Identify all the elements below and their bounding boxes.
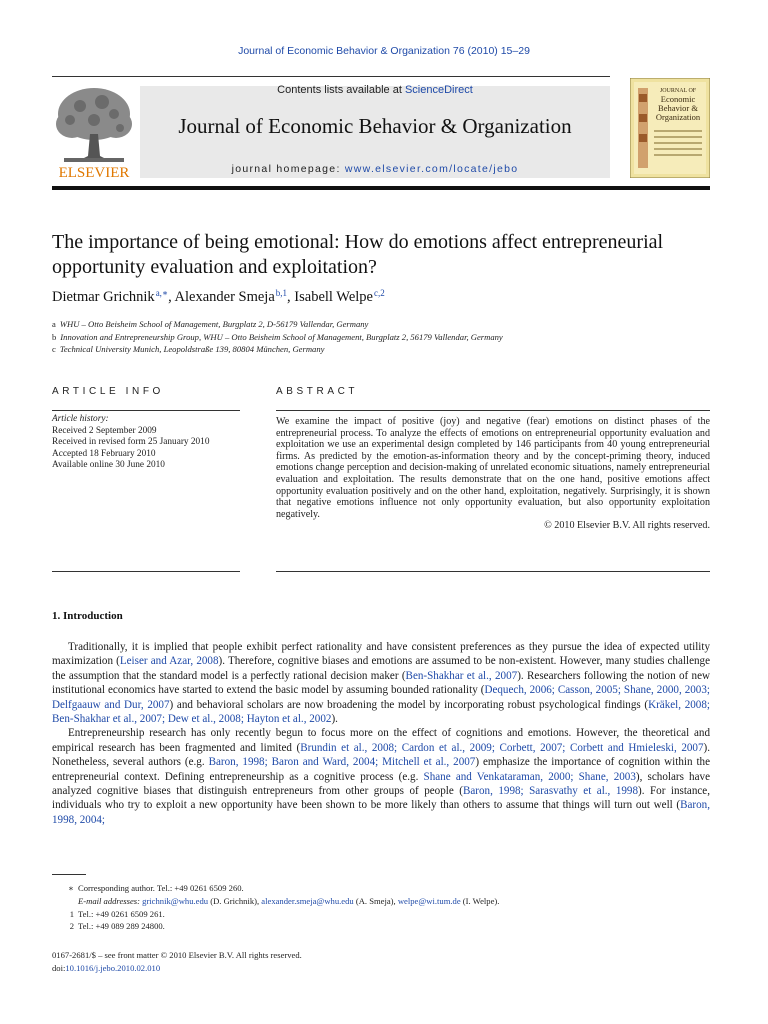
paragraph-text: ) emphasize the importance of cognition within the entrepreneurial context. Defining entrepreneurship as a cognitive process (e.g. (52, 756, 711, 783)
running-head[interactable]: Journal of Economic Behavior & Organization 76 (2010) 15–29 (238, 45, 530, 57)
email-link-welpe[interactable]: welpe@wi.tum.de (397, 895, 461, 906)
paragraph-text: ). (331, 713, 338, 726)
footnote-symbol: 2 (69, 921, 74, 932)
paragraph-text: Traditionally, it is implied that people exhibit perfect rationality and have consistent preferences as they pursue the idea of expected utility maximization ( (52, 641, 710, 668)
footnotes (52, 882, 710, 933)
author-name: Dietmar Grichnik (52, 289, 155, 305)
introduction-paragraph-2 (52, 726, 710, 827)
affiliation (52, 343, 712, 356)
elsevier-logo (50, 84, 138, 180)
footnote-rule (52, 874, 86, 875)
footnote-symbol: ∗ (68, 883, 74, 893)
abstract-heading: ABSTRACT (276, 386, 359, 397)
abstract-body (276, 416, 710, 532)
email-link-grichnik[interactable]: grichnik@whu.edu (142, 895, 209, 906)
masthead-bottom-rule (52, 186, 710, 190)
journal-cover-thumbnail (630, 78, 710, 178)
svg-text:Economic: Economic (660, 94, 696, 104)
svg-text:Organization: Organization (655, 112, 701, 122)
article-info-heading: ARTICLE INFO (52, 386, 164, 397)
journal-homepage-link[interactable]: www.elsevier.com/locate/jebo (344, 163, 519, 175)
citation-link[interactable]: Baron, 1998; Sarasvathy et al., 1998 (462, 785, 639, 798)
article-info-rule-top (52, 410, 240, 411)
abstract-copyright: © 2010 Elsevier B.V. All rights reserved. (544, 520, 710, 532)
citation-link[interactable]: Baron, 1998; Baron and Ward, 2004; Mitchell et al., 2007 (208, 756, 476, 769)
email-owner: (A. Smeja), (353, 895, 398, 906)
email-owner: (D. Grichnik), (208, 895, 262, 906)
citation-link[interactable]: Baron, 1998, 2004; (52, 799, 710, 826)
article-history-label: Article history: (52, 414, 109, 424)
article-history (52, 414, 240, 472)
citation-link[interactable]: Shane and Venkataraman, 2000; Shane, 2003 (423, 770, 636, 783)
introduction-heading: 1. Introduction (52, 610, 123, 622)
paragraph-text: ). Therefore, cognitive biases and emotions are assumed to be non-existent. However, many studies challenge the assumption that the standard model is a perfectly rational decision maker ( (52, 655, 711, 682)
citation-link[interactable]: Leiser and Azar, 2008 (119, 655, 219, 668)
footnote-text: Tel.: +49 0261 6509 261. (78, 908, 165, 919)
history-item: Available online 30 June 2010 (52, 460, 165, 471)
affiliation-mark: c (52, 344, 56, 354)
affiliation-mark: a (52, 319, 56, 329)
citation-link[interactable]: Dequech, 2006; Casson, 2005; Shane, 2000, 2003; Delfgaauw and Dur, 2007 (52, 684, 710, 711)
journal-title: Journal of Economic Behavior & Organization (178, 114, 572, 138)
history-item: Received in revised form 25 January 2010 (52, 437, 210, 448)
history-item: Accepted 18 February 2010 (52, 448, 156, 459)
abstract-rule-bottom (276, 571, 710, 572)
email-label: E-mail addresses: (78, 895, 140, 906)
paragraph-text: ) and behavioral scholars are now broadening the model by incorporating robust psychological findings ( (169, 698, 649, 711)
footnote-1 (52, 908, 710, 921)
svg-text:JOURNAL OF: JOURNAL OF (659, 88, 697, 94)
affiliation-text: Innovation and Entrepreneurship Group, WHU – Otto Beisheim School of Management, Burgplatz 2, 56179 Vallendar, Germany (60, 331, 503, 342)
elsevier-tree-icon (50, 84, 138, 180)
doi-line (52, 962, 452, 975)
affiliation (52, 318, 712, 331)
masthead-top-rule (52, 76, 610, 77)
article-info-rule-bottom (52, 571, 240, 572)
paragraph-text: Entrepreneurship research has only recently begun to focus more on the effect of cognitions and emotions. However, the theoretical and empirical research has been fragmented and limited ( (52, 727, 710, 754)
footnote-text: Corresponding author. Tel.: +49 0261 6509 260. (78, 883, 244, 893)
affiliation-text: Technical University Munich, Leopoldstraße 139, 80804 München, Germany (59, 344, 325, 354)
abstract-text: We examine the impact of positive (joy) and negative (fear) emotions on distinct phases of the entrepreneurial process. To analyze the effects of emotions on entrepreneurial opportunity evaluation and exploitation we use an experimental design completed by 146 participants from 40 young entrepreneurial firms. As predicted by the emotion-as-information theory and by the concept-priming theory, induced emotions change perception and decision-making of unrelated economic situations, namely entrepreneurial evaluation and exploitation. The results demonstrate that on the one hand, positive emotions affect opportunity evaluation positively and on the other hand, exploitation, negatively. Surprisingly, it is shown that negative emotions influence not only opportunity evaluation, but also opportunity exploitation negatively. (276, 416, 710, 520)
svg-text:Behavior &: Behavior & (658, 103, 698, 113)
svg-text:ELSEVIER: ELSEVIER (58, 165, 130, 180)
contents-prefix: Contents lists available at (277, 84, 405, 96)
affiliation-text: WHU – Otto Beisheim School of Management, Burgplatz 2, D-56179 Vallendar, Germany (59, 319, 369, 329)
affiliation (52, 331, 712, 344)
citation-link[interactable]: Brundin et al., 2008; Cardon et al., 2009; Corbett, 2007; Corbett and Hmieleski, 2007 (300, 741, 704, 754)
citation-link[interactable]: Kräkel, 2008; Ben-Shakhar et al., 2007; Dew et al., 2008; Hayton et al., 2002 (52, 698, 710, 726)
paragraph-text: ). Researchers following the notion of new institutional economics have started to extend the basic model by assuming bounded rationality ( (52, 669, 710, 697)
affiliations (52, 318, 712, 356)
paragraph-text: ). Nonetheless, several authors (e.g. (52, 741, 710, 769)
affiliation-mark: b (52, 331, 57, 342)
footnote-2 (52, 920, 710, 933)
doi-prefix: doi: (52, 962, 66, 973)
introduction-paragraph-1 (52, 640, 710, 726)
footnote-emails (52, 895, 710, 908)
author-name: Isabell Welpe (294, 289, 373, 305)
homepage-line (140, 163, 610, 175)
footnote-symbol: 1 (69, 908, 74, 919)
introduction-body (52, 640, 710, 827)
author-list: Dietmar Grichnik$^{a,∗}$, Alexander Smeja$^{b,1}$, Isabell Welpe$^{c,2}$ (52, 288, 385, 305)
homepage-prefix: journal homepage: (231, 163, 345, 175)
author-affiliation-marks[interactable]: a,∗ (155, 288, 169, 298)
paragraph-text: ), scholars have analyzed cognitive biases that distinguish entrepreneurs from other groups of people ( (52, 770, 710, 798)
paragraph-text: ). For instance, individuals who try to exploit a new opportunity have been shown to be more likely than others to assume that things will turn out well ( (52, 785, 710, 812)
contents-line (140, 84, 610, 96)
paper-title: The importance of being emotional: How do emotions affect entrepreneurial opportunity evaluation and exploitation? (52, 231, 664, 278)
issn-block (52, 949, 452, 974)
abstract-rule-top (276, 410, 710, 411)
author-name: Alexander Smeja (174, 289, 275, 305)
doi-link[interactable]: 10.1016/j.jebo.2010.02.010 (65, 962, 161, 973)
history-item: Received 2 September 2009 (52, 425, 157, 436)
email-owner: (I. Welpe). (460, 895, 500, 906)
footnote-text: Tel.: +49 089 289 24800. (78, 921, 165, 932)
sciencedirect-link[interactable]: ScienceDirect (404, 84, 473, 96)
front-matter-line: 0167-2681/$ – see front matter © 2010 Elsevier B.V. All rights reserved. (52, 950, 302, 960)
author-affiliation-marks[interactable]: c,2 (373, 288, 385, 298)
author-affiliation-marks[interactable]: b,1 (275, 288, 288, 298)
footnote-corresponding-author (52, 882, 710, 895)
citation-link[interactable]: Ben-Shakhar et al., 2007 (405, 669, 518, 682)
email-link-smeja[interactable]: alexander.smeja@whu.edu (261, 895, 354, 906)
